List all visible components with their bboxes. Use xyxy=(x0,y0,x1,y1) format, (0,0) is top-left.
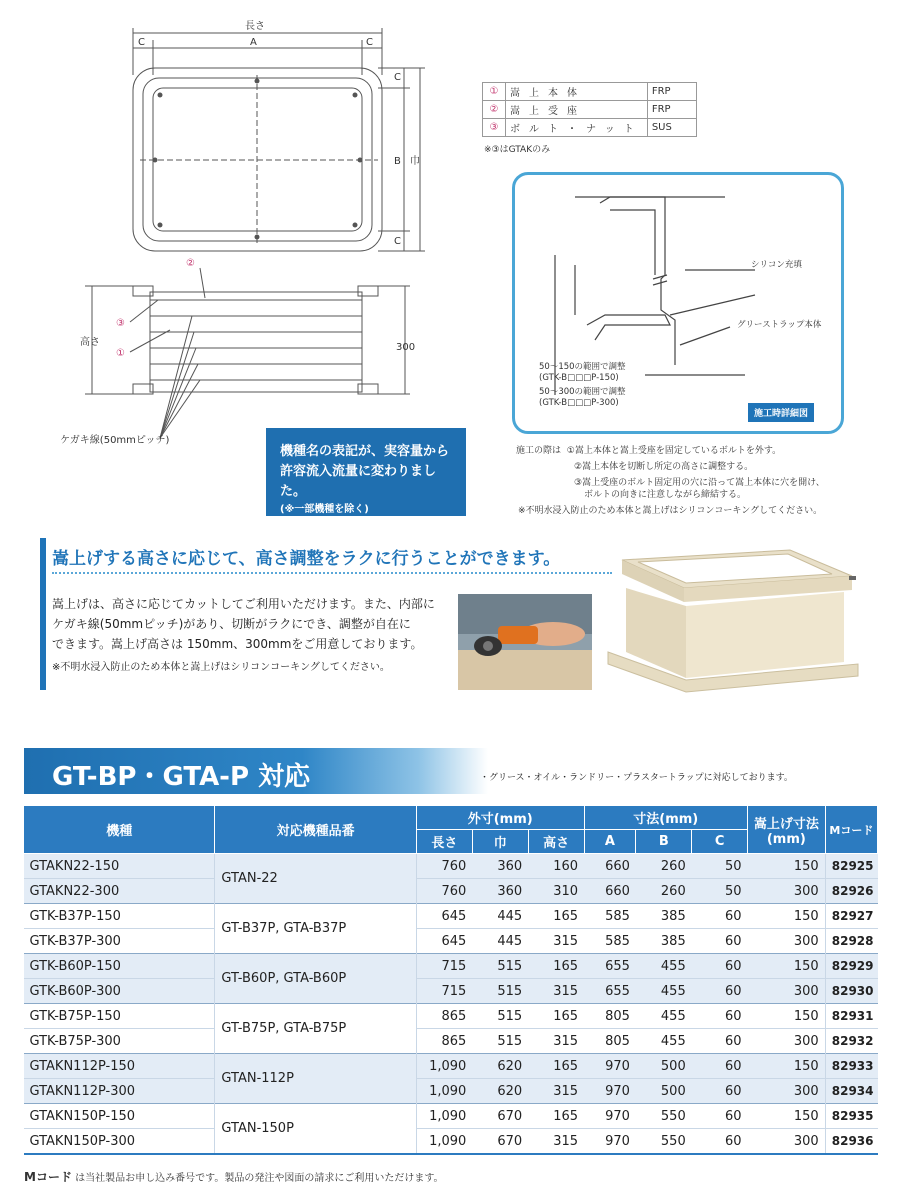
header-height: 高さ xyxy=(528,830,584,854)
value-wid: 620 xyxy=(472,1054,528,1079)
callout-2: ② xyxy=(186,258,195,269)
value-hgt: 165 xyxy=(528,1004,584,1029)
value-c: 60 xyxy=(692,1004,748,1029)
mcode-cell: 82925 xyxy=(825,854,877,879)
value-a: 660 xyxy=(584,854,636,879)
value-wid: 670 xyxy=(472,1129,528,1155)
footer-note xyxy=(24,1168,444,1185)
value-len: 1,090 xyxy=(416,1054,472,1079)
detail-panel xyxy=(512,172,844,434)
model-cell: GTK-B60P-300 xyxy=(24,979,215,1004)
value-c: 60 xyxy=(692,929,748,954)
value-b: 455 xyxy=(636,954,692,979)
header-raise-unit: (mm) xyxy=(766,831,806,847)
value-a: 655 xyxy=(584,979,636,1004)
part-name: 嵩上本体 xyxy=(506,83,648,101)
spec-table xyxy=(23,805,878,1155)
value-a: 585 xyxy=(584,929,636,954)
note-1: ①嵩上本体と嵩上受座を固定しているボルトを外す。 xyxy=(566,446,782,456)
model-cell: GTAKN112P-300 xyxy=(24,1079,215,1104)
feature-p3: できます。嵩上げ高さは 150mm、300mmをご用意しております。 xyxy=(52,637,423,651)
callout-line-3: (※一部機種を除く) xyxy=(280,504,369,515)
compat-cell: GT-B60P, GTA-B60P xyxy=(215,954,416,1004)
value-wid: 360 xyxy=(472,879,528,904)
mcode-cell: 82935 xyxy=(825,1104,877,1129)
value-b: 260 xyxy=(636,854,692,879)
value-c: 60 xyxy=(692,1029,748,1054)
value-raise: 300 xyxy=(748,979,826,1004)
product-illustration xyxy=(604,548,866,694)
parts-table xyxy=(482,82,697,137)
value-hgt: 315 xyxy=(528,1029,584,1054)
value-len: 865 xyxy=(416,1029,472,1054)
value-a: 970 xyxy=(584,1054,636,1079)
compat-cell: GT-B75P, GTA-B75P xyxy=(215,1004,416,1054)
value-raise: 150 xyxy=(748,1054,826,1079)
value-raise: 150 xyxy=(748,854,826,879)
part-name: ボルト・ナット xyxy=(506,119,648,137)
value-b: 385 xyxy=(636,904,692,929)
value-raise: 150 xyxy=(748,1104,826,1129)
adjust-150-code: (GTK-B□□□P-150) xyxy=(539,373,619,383)
value-hgt: 165 xyxy=(528,1054,584,1079)
side-height-label: 高さ xyxy=(80,337,100,348)
mcode-cell: 82933 xyxy=(825,1054,877,1079)
value-c: 60 xyxy=(692,1129,748,1155)
mcode-cell: 82927 xyxy=(825,904,877,929)
section-note: ・グリース・オイル・ランドリー・プラスタートラップに対応しております。 xyxy=(480,773,793,783)
parts-note: ※③はGTAKのみ xyxy=(484,145,551,155)
value-raise: 300 xyxy=(748,1029,826,1054)
value-wid: 445 xyxy=(472,929,528,954)
model-cell: GTAKN150P-150 xyxy=(24,1104,215,1129)
value-wid: 670 xyxy=(472,1104,528,1129)
parts-row xyxy=(483,101,697,119)
value-len: 760 xyxy=(416,879,472,904)
value-raise: 150 xyxy=(748,1004,826,1029)
note-3a: ③嵩上受座のボルト固定用の穴に沿って嵩上本体に穴を開け、 xyxy=(574,478,825,488)
feature-p1: 嵩上げは、高さに応じてカットしてご利用いただけます。また、内部に xyxy=(52,597,435,611)
callout-3: ③ xyxy=(116,318,125,329)
table-row xyxy=(24,854,878,879)
value-a: 805 xyxy=(584,1004,636,1029)
header-raise-label: 嵩上げ寸法 xyxy=(753,816,819,832)
silicone-label: シリコン充填 xyxy=(751,260,802,270)
dim-c-top-label: C xyxy=(394,72,401,83)
table-row xyxy=(24,1129,878,1155)
note-3b: ボルトの向きに注意しながら締結する。 xyxy=(584,490,747,500)
header-c: C xyxy=(692,830,748,854)
value-raise: 300 xyxy=(748,1079,826,1104)
value-hgt: 160 xyxy=(528,854,584,879)
feature-p2: ケガキ線(50mmピッチ)があり、切断がラクにでき、調整が自在に xyxy=(52,617,411,631)
value-c: 60 xyxy=(692,1079,748,1104)
dim-c-left-label: C xyxy=(138,37,145,48)
parts-row xyxy=(483,83,697,101)
value-len: 715 xyxy=(416,954,472,979)
value-len: 1,090 xyxy=(416,1079,472,1104)
parts-row xyxy=(483,119,697,137)
dim-width-label: 巾 xyxy=(410,156,420,167)
detail-badge: 施工時詳細図 xyxy=(748,403,814,422)
value-wid: 360 xyxy=(472,854,528,879)
feature-accent-bar xyxy=(40,538,46,690)
value-b: 550 xyxy=(636,1129,692,1155)
mcode-cell: 82928 xyxy=(825,929,877,954)
footer-mark: Mコード xyxy=(24,1170,72,1184)
value-raise: 150 xyxy=(748,904,826,929)
table-row xyxy=(24,954,878,979)
feature-heading: 嵩上げする高さに応じて、高さ調整をラクに行うことができます。 xyxy=(52,549,561,569)
value-a: 805 xyxy=(584,1029,636,1054)
grease-body-label: グリーストラップ本体 xyxy=(737,320,822,330)
value-b: 500 xyxy=(636,1054,692,1079)
header-model: 機種 xyxy=(24,806,215,854)
table-row xyxy=(24,979,878,1004)
value-hgt: 310 xyxy=(528,879,584,904)
value-b: 385 xyxy=(636,929,692,954)
dim-length-label: 長さ xyxy=(245,21,265,32)
mcode-cell: 82930 xyxy=(825,979,877,1004)
part-material: FRP xyxy=(647,101,696,119)
section-title-banner xyxy=(24,748,488,794)
header-compat: 対応機種品番 xyxy=(215,806,416,854)
value-b: 260 xyxy=(636,879,692,904)
value-b: 455 xyxy=(636,979,692,1004)
value-hgt: 315 xyxy=(528,979,584,1004)
compat-cell: GTAN-112P xyxy=(215,1054,416,1104)
header-mcode: Mコード xyxy=(825,806,877,854)
install-notes xyxy=(516,443,825,519)
spec-table-body xyxy=(24,854,878,1155)
compat-cell: GT-B37P, GTA-B37P xyxy=(215,904,416,954)
value-raise: 150 xyxy=(748,954,826,979)
callout-line-1: 機種名の表記が、実容量から xyxy=(280,444,450,459)
adjust-150-text: 50～150の範囲で調整 xyxy=(539,362,626,372)
value-hgt: 165 xyxy=(528,954,584,979)
mcode-cell: 82932 xyxy=(825,1029,877,1054)
value-raise: 300 xyxy=(748,929,826,954)
value-b: 550 xyxy=(636,1104,692,1129)
header-raise xyxy=(748,806,826,854)
table-row xyxy=(24,1079,878,1104)
value-wid: 515 xyxy=(472,1004,528,1029)
feature-divider xyxy=(52,572,612,574)
value-b: 500 xyxy=(636,1079,692,1104)
feature-text xyxy=(52,594,446,654)
mcode-cell: 82929 xyxy=(825,954,877,979)
part-no: ③ xyxy=(483,119,506,137)
note-2: ②嵩上本体を切断し所定の高さに調整する。 xyxy=(574,462,754,472)
plan-drawing xyxy=(0,0,460,446)
value-raise: 300 xyxy=(748,1129,826,1155)
value-wid: 620 xyxy=(472,1079,528,1104)
kegaki-label: ケガキ線(50mmピッチ) xyxy=(60,435,170,446)
value-c: 60 xyxy=(692,979,748,1004)
value-raise: 300 xyxy=(748,879,826,904)
value-c: 60 xyxy=(692,954,748,979)
section-title: GT-BP・GTA-P 対応 xyxy=(52,762,311,792)
value-wid: 445 xyxy=(472,904,528,929)
value-c: 60 xyxy=(692,1054,748,1079)
table-row xyxy=(24,1054,878,1079)
detail-drawing xyxy=(515,175,841,431)
table-row xyxy=(24,904,878,929)
value-a: 970 xyxy=(584,1079,636,1104)
value-hgt: 315 xyxy=(528,1079,584,1104)
compat-cell: GTAN-22 xyxy=(215,854,416,904)
header-width: 巾 xyxy=(472,830,528,854)
mcode-cell: 82936 xyxy=(825,1129,877,1155)
value-b: 455 xyxy=(636,1029,692,1054)
notes-lead: 施工の際は xyxy=(516,446,562,456)
model-cell: GTK-B37P-150 xyxy=(24,904,215,929)
value-c: 50 xyxy=(692,854,748,879)
part-material: FRP xyxy=(647,83,696,101)
value-hgt: 315 xyxy=(528,1129,584,1155)
part-no: ② xyxy=(483,101,506,119)
value-c: 50 xyxy=(692,879,748,904)
model-cell: GTAKN22-150 xyxy=(24,854,215,879)
value-len: 715 xyxy=(416,979,472,1004)
feature-note: ※不明水浸入防止のため本体と嵩上げはシリコンコーキングしてください。 xyxy=(52,662,390,673)
cutting-photo xyxy=(458,594,592,690)
value-a: 970 xyxy=(584,1129,636,1155)
value-wid: 515 xyxy=(472,979,528,1004)
table-row xyxy=(24,1004,878,1029)
adjust-300-code: (GTK-B□□□P-300) xyxy=(539,398,619,408)
model-cell: GTAKN22-300 xyxy=(24,879,215,904)
value-len: 1,090 xyxy=(416,1104,472,1129)
table-row xyxy=(24,929,878,954)
value-a: 655 xyxy=(584,954,636,979)
table-row xyxy=(24,1029,878,1054)
part-no: ① xyxy=(483,83,506,101)
header-b: B xyxy=(636,830,692,854)
value-a: 585 xyxy=(584,904,636,929)
value-wid: 515 xyxy=(472,954,528,979)
dim-a-label: A xyxy=(250,37,257,48)
compat-cell: GTAN-150P xyxy=(215,1104,416,1155)
footer-text: は当社製品お申し込み番号です。製品の発注や図面の請求にご利用いただけます。 xyxy=(75,1173,444,1184)
model-cell: GTAKN150P-300 xyxy=(24,1129,215,1155)
model-cell: GTK-B37P-300 xyxy=(24,929,215,954)
note-4: ※不明水浸入防止のため本体と嵩上げはシリコンコーキングしてください。 xyxy=(518,506,823,516)
header-dim: 寸法(mm) xyxy=(584,806,748,830)
part-name: 嵩上受座 xyxy=(506,101,648,119)
mcode-cell: 82934 xyxy=(825,1079,877,1104)
value-len: 1,090 xyxy=(416,1129,472,1155)
value-hgt: 315 xyxy=(528,929,584,954)
header-length: 長さ xyxy=(416,830,472,854)
value-wid: 515 xyxy=(472,1029,528,1054)
value-len: 645 xyxy=(416,929,472,954)
table-row xyxy=(24,1104,878,1129)
adjust-300-text: 50～300の範囲で調整 xyxy=(539,387,626,397)
model-cell: GTK-B60P-150 xyxy=(24,954,215,979)
value-hgt: 165 xyxy=(528,1104,584,1129)
value-len: 645 xyxy=(416,904,472,929)
dim-c-right-label: C xyxy=(366,37,373,48)
mcode-cell: 82931 xyxy=(825,1004,877,1029)
model-cell: GTK-B75P-150 xyxy=(24,1004,215,1029)
value-len: 760 xyxy=(416,854,472,879)
value-c: 60 xyxy=(692,1104,748,1129)
name-change-callout xyxy=(266,428,466,516)
header-a: A xyxy=(584,830,636,854)
dim-c-bottom-label: C xyxy=(394,236,401,247)
value-b: 455 xyxy=(636,1004,692,1029)
header-outer: 外寸(mm) xyxy=(416,806,584,830)
callout-1: ① xyxy=(116,348,125,359)
dim-b-label: B xyxy=(394,156,401,167)
callout-line-2: 許容流入流量に変わりました。 xyxy=(280,464,437,499)
value-a: 660 xyxy=(584,879,636,904)
part-material: SUS xyxy=(647,119,696,137)
model-cell: GTK-B75P-300 xyxy=(24,1029,215,1054)
value-len: 865 xyxy=(416,1004,472,1029)
mcode-cell: 82926 xyxy=(825,879,877,904)
value-a: 970 xyxy=(584,1104,636,1129)
table-row xyxy=(24,879,878,904)
value-hgt: 165 xyxy=(528,904,584,929)
value-c: 60 xyxy=(692,904,748,929)
side-300-label: 300 xyxy=(396,342,416,353)
model-cell: GTAKN112P-150 xyxy=(24,1054,215,1079)
